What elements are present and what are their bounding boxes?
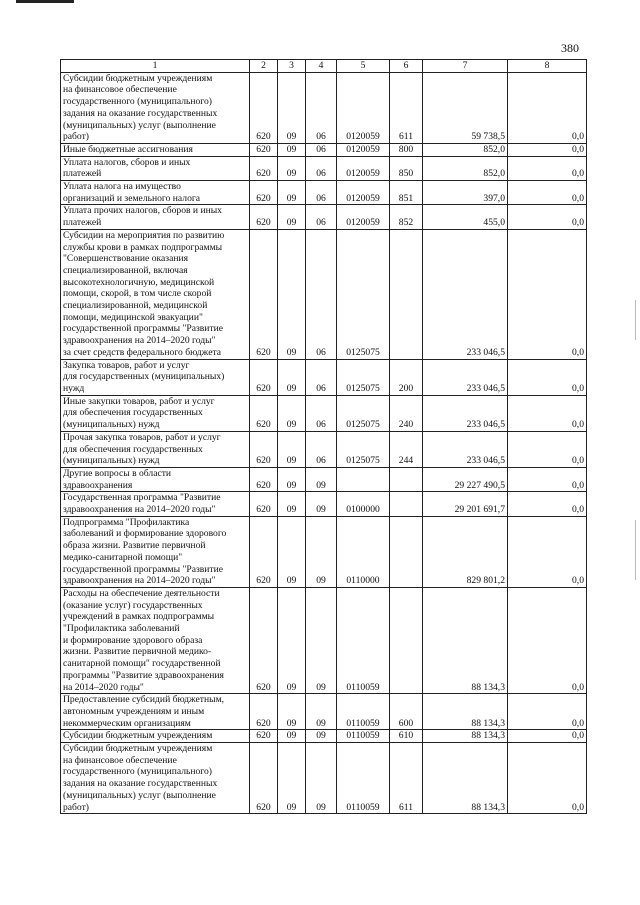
expense-name-cell: Уплата прочих налогов, сборов и иных платежей <box>61 205 250 229</box>
section-code-cell: 09 <box>278 431 306 467</box>
expense-type-cell <box>390 229 423 359</box>
expense-type-cell: 850 <box>390 156 423 180</box>
ministry-code-cell: 620 <box>250 694 278 730</box>
amount-cell: 233 046,5 <box>423 359 508 395</box>
section-code-cell: 09 <box>278 72 306 143</box>
target-article-cell: 0125075 <box>337 359 390 395</box>
subsection-code-cell: 06 <box>306 181 337 205</box>
amount-cell: 233 046,5 <box>423 431 508 467</box>
amount-secondary-cell: 0,0 <box>508 72 587 143</box>
expense-type-cell <box>390 516 423 587</box>
table-row <box>61 587 587 693</box>
table-row <box>61 492 587 516</box>
amount-cell: 88 134,3 <box>423 743 508 814</box>
expense-name-cell: Иные закупки товаров, работ и услуг для обеспечения государственных (муниципальных) нужд <box>61 395 250 431</box>
subsection-code-cell: 06 <box>306 395 337 431</box>
expense-name-cell: Прочая закупка товаров, работ и услуг для обеспечения государственных (муниципальных) нужд <box>61 431 250 467</box>
expense-type-cell: 852 <box>390 205 423 229</box>
subsection-code-cell: 06 <box>306 359 337 395</box>
amount-secondary-cell: 0,0 <box>508 694 587 730</box>
table-row <box>61 694 587 730</box>
expense-type-cell: 244 <box>390 431 423 467</box>
subsection-code-cell: 09 <box>306 467 337 491</box>
subsection-code-cell: 09 <box>306 492 337 516</box>
section-code-cell: 09 <box>278 143 306 156</box>
ministry-code-cell: 620 <box>250 229 278 359</box>
expense-name-cell: Подпрограмма "Профилактика заболеваний и формирование здорового образа жизни. Развитие первичной медико-санитарной помощи" государственной программы "Развитие здравоохранения на 2014–2020 годы" <box>61 516 250 587</box>
amount-secondary-cell: 0,0 <box>508 181 587 205</box>
expense-type-cell: 611 <box>390 72 423 143</box>
expense-type-cell: 600 <box>390 694 423 730</box>
column-header: 1 <box>61 60 250 73</box>
amount-cell: 233 046,5 <box>423 229 508 359</box>
table-row <box>61 395 587 431</box>
scan-top-bar <box>16 0 74 3</box>
target-article-cell: 0125075 <box>337 229 390 359</box>
ministry-code-cell: 620 <box>250 743 278 814</box>
expense-type-cell: 800 <box>390 143 423 156</box>
section-code-cell: 09 <box>278 467 306 491</box>
subsection-code-cell: 06 <box>306 205 337 229</box>
ministry-code-cell: 620 <box>250 143 278 156</box>
target-article-cell <box>337 467 390 491</box>
column-header: 7 <box>423 60 508 73</box>
amount-cell: 397,0 <box>423 181 508 205</box>
table-row <box>61 431 587 467</box>
expense-name-cell: Субсидии бюджетным учреждениям на финансовое обеспечение государственного (муниципального) задания на оказание государственных (муниципальных) услуг (выполнение работ) <box>61 72 250 143</box>
amount-cell: 852,0 <box>423 143 508 156</box>
section-code-cell: 09 <box>278 359 306 395</box>
amount-secondary-cell: 0,0 <box>508 229 587 359</box>
section-code-cell: 09 <box>278 205 306 229</box>
expense-name-cell: Уплата налогов, сборов и иных платежей <box>61 156 250 180</box>
subsection-code-cell: 06 <box>306 229 337 359</box>
budget-table <box>60 59 587 814</box>
amount-cell: 233 046,5 <box>423 395 508 431</box>
expense-type-cell: 611 <box>390 743 423 814</box>
table-body <box>61 60 587 814</box>
amount-secondary-cell: 0,0 <box>508 156 587 180</box>
amount-secondary-cell: 0,0 <box>508 730 587 743</box>
ministry-code-cell: 620 <box>250 587 278 693</box>
target-article-cell: 0100000 <box>337 492 390 516</box>
amount-cell: 852,0 <box>423 156 508 180</box>
column-header: 6 <box>390 60 423 73</box>
amount-secondary-cell: 0,0 <box>508 395 587 431</box>
ministry-code-cell: 620 <box>250 516 278 587</box>
subsection-code-cell: 09 <box>306 587 337 693</box>
ministry-code-cell: 620 <box>250 72 278 143</box>
target-article-cell: 0125075 <box>337 431 390 467</box>
amount-secondary-cell: 0,0 <box>508 516 587 587</box>
expense-type-cell <box>390 587 423 693</box>
target-article-cell: 0120059 <box>337 72 390 143</box>
amount-cell: 88 134,3 <box>423 730 508 743</box>
target-article-cell: 0110000 <box>337 516 390 587</box>
amount-cell: 455,0 <box>423 205 508 229</box>
section-code-cell: 09 <box>278 587 306 693</box>
ministry-code-cell: 620 <box>250 730 278 743</box>
amount-secondary-cell: 0,0 <box>508 359 587 395</box>
table-row <box>61 467 587 491</box>
section-code-cell: 09 <box>278 730 306 743</box>
target-article-cell: 0120059 <box>337 205 390 229</box>
table-row <box>61 229 587 359</box>
table-row <box>61 156 587 180</box>
expense-name-cell: Субсидии бюджетным учреждениям на финансовое обеспечение государственного (муниципального) задания на оказание государственных (муниципальных) услуг (выполнение работ) <box>61 743 250 814</box>
expense-type-cell: 610 <box>390 730 423 743</box>
expense-type-cell: 240 <box>390 395 423 431</box>
amount-cell: 29 227 490,5 <box>423 467 508 491</box>
target-article-cell: 0110059 <box>337 694 390 730</box>
subsection-code-cell: 09 <box>306 516 337 587</box>
expense-type-cell <box>390 467 423 491</box>
amount-secondary-cell: 0,0 <box>508 587 587 693</box>
table-row <box>61 72 587 143</box>
subsection-code-cell: 06 <box>306 72 337 143</box>
expense-name-cell: Субсидии на мероприятия по развитию службы крови в рамках подпрограммы "Совершенствование оказания специализированной, включая высокотехнологичную, медицинской помощи, скорой, в том числе скорой специализированной, медицинской помощи, медицинской эвакуации" государственной программы "Развитие здравоохранения на 2014–2020 годы" за счет средств федерального бюджета <box>61 229 250 359</box>
subsection-code-cell: 09 <box>306 730 337 743</box>
ministry-code-cell: 620 <box>250 395 278 431</box>
target-article-cell: 0120059 <box>337 143 390 156</box>
section-code-cell: 09 <box>278 743 306 814</box>
ministry-code-cell: 620 <box>250 467 278 491</box>
subsection-code-cell: 09 <box>306 694 337 730</box>
table-row <box>61 516 587 587</box>
table-row <box>61 730 587 743</box>
amount-cell: 59 738,5 <box>423 72 508 143</box>
section-code-cell: 09 <box>278 694 306 730</box>
table-row <box>61 181 587 205</box>
section-code-cell: 09 <box>278 229 306 359</box>
ministry-code-cell: 620 <box>250 492 278 516</box>
column-header: 3 <box>278 60 306 73</box>
ministry-code-cell: 620 <box>250 181 278 205</box>
section-code-cell: 09 <box>278 395 306 431</box>
target-article-cell: 0110059 <box>337 743 390 814</box>
section-code-cell: 09 <box>278 516 306 587</box>
expense-name-cell: Субсидии бюджетным учреждениям <box>61 730 250 743</box>
ministry-code-cell: 620 <box>250 156 278 180</box>
subsection-code-cell: 09 <box>306 743 337 814</box>
expense-name-cell: Расходы на обеспечение деятельности (оказание услуг) государственных учреждений в рамках подпрограммы "Профилактика заболеваний и формирование здорового образа жизни. Развитие первичной медико- санитарной помощи" государственной программы "Развитие здравоохранения на 2014–2020 годы" <box>61 587 250 693</box>
ministry-code-cell: 620 <box>250 431 278 467</box>
column-header: 4 <box>306 60 337 73</box>
target-article-cell: 0125075 <box>337 395 390 431</box>
amount-secondary-cell: 0,0 <box>508 492 587 516</box>
target-article-cell: 0120059 <box>337 156 390 180</box>
amount-secondary-cell: 0,0 <box>508 143 587 156</box>
subsection-code-cell: 06 <box>306 156 337 180</box>
expense-name-cell: Государственная программа "Развитие здравоохранения на 2014–2020 годы" <box>61 492 250 516</box>
section-code-cell: 09 <box>278 156 306 180</box>
table-row <box>61 143 587 156</box>
table-row <box>61 205 587 229</box>
expense-name-cell: Предоставление субсидий бюджетным, автономным учреждениям и иным некоммерческим организациям <box>61 694 250 730</box>
ministry-code-cell: 620 <box>250 359 278 395</box>
table-header-row <box>61 60 587 73</box>
column-header: 8 <box>508 60 587 73</box>
amount-secondary-cell: 0,0 <box>508 467 587 491</box>
section-code-cell: 09 <box>278 181 306 205</box>
amount-secondary-cell: 0,0 <box>508 205 587 229</box>
page-number: 380 <box>561 41 579 55</box>
expense-name-cell: Иные бюджетные ассигнования <box>61 143 250 156</box>
target-article-cell: 0110059 <box>337 730 390 743</box>
ministry-code-cell: 620 <box>250 205 278 229</box>
expense-type-cell: 200 <box>390 359 423 395</box>
scan-edge-mark <box>635 520 636 580</box>
expense-name-cell: Другие вопросы в области здравоохранения <box>61 467 250 491</box>
expense-name-cell: Закупка товаров, работ и услуг для государственных (муниципальных) нужд <box>61 359 250 395</box>
section-code-cell: 09 <box>278 492 306 516</box>
column-header: 2 <box>250 60 278 73</box>
column-header: 5 <box>337 60 390 73</box>
expense-type-cell: 851 <box>390 181 423 205</box>
expense-type-cell <box>390 492 423 516</box>
scan-edge-mark <box>635 300 636 340</box>
subsection-code-cell: 06 <box>306 431 337 467</box>
amount-cell: 88 134,3 <box>423 587 508 693</box>
amount-cell: 88 134,3 <box>423 694 508 730</box>
amount-secondary-cell: 0,0 <box>508 743 587 814</box>
table-row <box>61 743 587 814</box>
target-article-cell: 0120059 <box>337 181 390 205</box>
subsection-code-cell: 06 <box>306 143 337 156</box>
expense-name-cell: Уплата налога на имущество организаций и земельного налога <box>61 181 250 205</box>
amount-cell: 829 801,2 <box>423 516 508 587</box>
table-row <box>61 359 587 395</box>
target-article-cell: 0110059 <box>337 587 390 693</box>
amount-secondary-cell: 0,0 <box>508 431 587 467</box>
amount-cell: 29 201 691,7 <box>423 492 508 516</box>
